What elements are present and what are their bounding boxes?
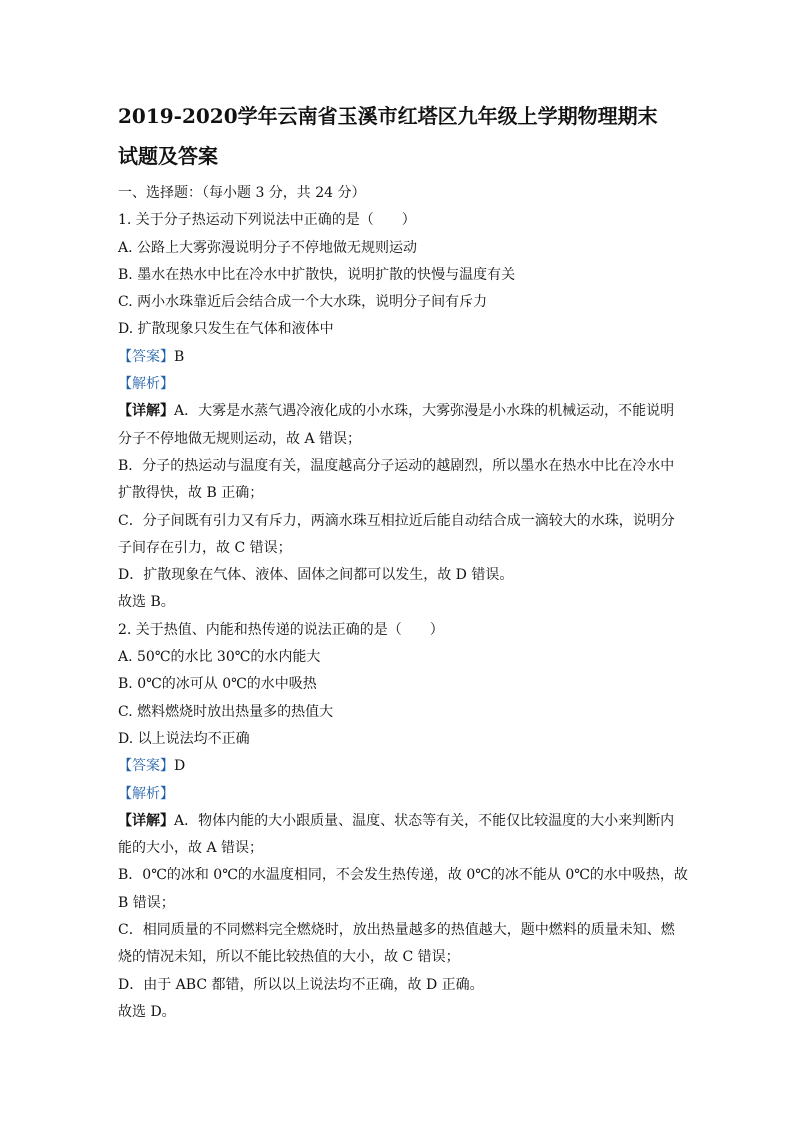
analysis-label: 【解析】 [118, 376, 174, 393]
detail-line: C．相同质量的不同燃料完全燃烧时，放出热量越多的热值越大，题中燃料的质量未知、燃 [118, 922, 675, 939]
detail-label: 【详解】 [118, 403, 174, 420]
detail-line: 子间存在引力，故 C 错误； [118, 539, 292, 556]
analysis-line [118, 781, 680, 808]
detail-line: 故选 D。 [118, 1003, 176, 1020]
detail-line: 分子不停地做无规则运动，故 A 错误； [118, 430, 362, 447]
detail-line: B．0℃的冰和 0℃的水温度相同，不会发生热传递，故 0℃的冰不能从 0℃的水中吸热，故 [118, 867, 688, 884]
detail-line: 烧的情况未知，所以不能比较热值的大小，故 C 错误； [118, 949, 460, 966]
answer-label: 【答案】 [118, 348, 174, 365]
question-stem: 2. 关于热值、内能和热传递的说法正确的是（ ） [118, 621, 444, 638]
question-option: A. 50℃的水比 30℃的水内能大 [118, 649, 321, 666]
answer-label: 【答案】 [118, 758, 174, 775]
detail-line: D．扩散现象在气体、液体、固体之间都可以发生，故 D 错误。 [118, 567, 514, 584]
answer-value: D [174, 758, 186, 775]
document-title-line-1: 2019-2020学年云南省玉溪市红塔区九年级上学期物理期末 [118, 104, 658, 128]
detail-label: 【详解】 [118, 812, 174, 829]
document-body [118, 180, 688, 1026]
analysis-label: 【解析】 [118, 785, 174, 802]
analysis-line [118, 371, 680, 398]
detail-line: B．分子的热运动与温度有关，温度越高分子运动的越剧烈，所以墨水在热水中比在冷水中 [118, 457, 675, 474]
detail-line [118, 398, 680, 425]
detail-line [118, 808, 680, 835]
document-page [118, 96, 688, 1026]
question-block [118, 617, 688, 1026]
detail-line: C．分子间既有引力又有斥力，两滴水珠互相拉近后能自动结合成一滴较大的水珠，说明分 [118, 512, 675, 529]
question-block [118, 207, 680, 616]
question-option: B. 0℃的冰可从 0℃的水中吸热 [118, 676, 317, 693]
question-option: B. 墨水在热水中比在冷水中扩散快，说明扩散的快慢与温度有关 [118, 266, 516, 283]
answer-value: B [174, 348, 185, 365]
answer-line [118, 344, 680, 371]
question-option: D. 扩散现象只发生在气体和液体中 [118, 321, 334, 338]
detail-line: D．由于 ABC 都错，所以以上说法均不正确，故 D 正确。 [118, 976, 484, 993]
question-option: D. 以上说法均不正确 [118, 730, 250, 747]
detail-text: A．大雾是水蒸气遇冷液化成的小水珠，大雾弥漫是小水珠的机械运动，不能说明 [174, 403, 675, 420]
answer-line [118, 753, 680, 780]
question-stem: 1. 关于分子热运动下列说法中正确的是（ ） [118, 212, 416, 229]
detail-line: 扩散得快，故 B 正确； [118, 485, 264, 502]
question-option: C. 两小水珠靠近后会结合成一个大水珠，说明分子间有斥力 [118, 294, 488, 311]
section-heading: 一、选择题：（每小题 3 分，共 24 分） [118, 185, 366, 201]
detail-line: 故选 B。 [118, 594, 175, 611]
question-option: C. 燃料燃烧时放出热量多的热值大 [118, 703, 334, 720]
detail-line: B 错误； [118, 894, 175, 911]
question-list [118, 207, 688, 1026]
detail-text: A．物体内能的大小跟质量、温度、状态等有关，不能仅比较温度的大小来判断内 [174, 812, 675, 829]
document-title-line-2: 试题及答案 [118, 144, 218, 168]
detail-line: 能的大小，故 A 错误； [118, 840, 264, 857]
question-option: A. 公路上大雾弥漫说明分子不停地做无规则运动 [118, 239, 418, 256]
